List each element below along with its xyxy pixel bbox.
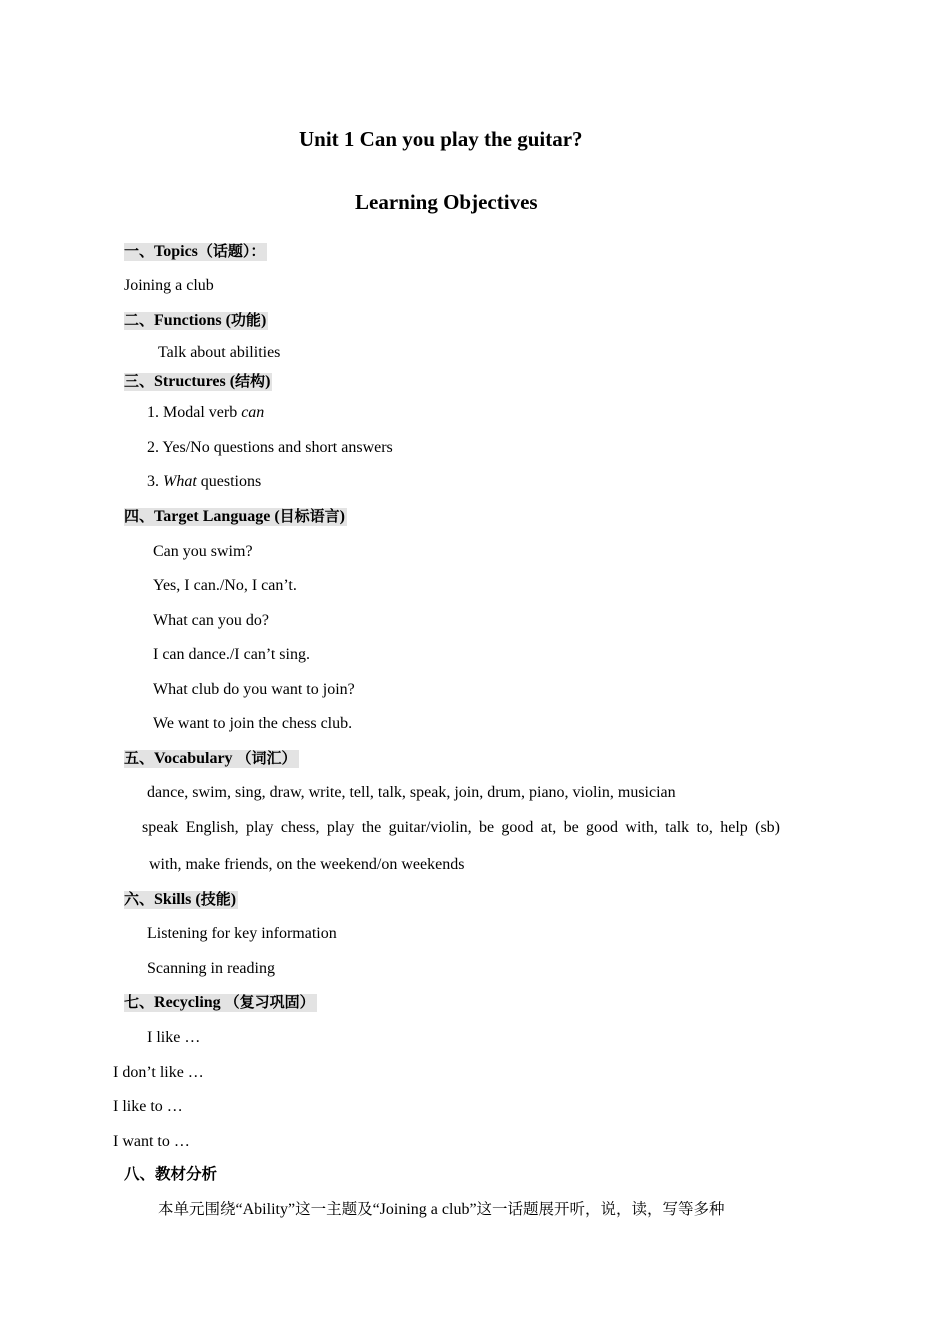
vocabulary-line-3: with, make friends, on the weekend/on weekends [149,856,465,873]
recycling-item: I like to … [113,1098,183,1115]
structures-item-1: 1. Modal verb can [147,404,265,421]
section-heading-structures: 三、Structures (结构) [124,372,271,390]
vocabulary-line-1: dance, swim, sing, draw, write, tell, talk, speak, join, drum, piano, violin, musician [147,784,676,801]
recycling-item: I like … [147,1029,201,1046]
analysis-paragraph: 本单元围绕“Ability”这一主题及“Joining a club”这一话题展开听，说，读，写等多种 [158,1200,725,1218]
structures-item-2: 2. Yes/No questions and short answers [147,439,393,456]
skills-item: Listening for key information [147,925,337,942]
section-heading-recycling: 七、Recycling （复习巩固） [124,993,315,1011]
structures-item-3: 3. What questions [147,473,262,490]
target-language-item: Yes, I can./No, I can’t. [153,577,297,594]
recycling-item: I want to … [113,1133,190,1150]
recycling-item: I don’t like … [113,1064,204,1081]
section-heading-vocabulary: 五、Vocabulary （词汇） [124,749,297,767]
section-heading-skills: 六、Skills (技能) [124,890,237,908]
vocabulary-line-2: speak English, play chess, play the guitar/violin, be good at, be good with, talk to, help (sb) [142,819,780,836]
section-heading-topics: 一、Topics（话题）： [124,242,266,260]
functions-item: Talk about abilities [158,344,281,361]
target-language-item: I can dance./I can’t sing. [153,646,310,663]
skills-item: Scanning in reading [147,960,275,977]
target-language-item: What can you do? [153,612,269,629]
document-subtitle: Learning Objectives [355,190,538,214]
target-language-item: Can you swim? [153,543,253,560]
target-language-item: What club do you want to join? [153,681,355,698]
section-heading-analysis: 八、教材分析 [124,1165,218,1183]
target-language-item: We want to join the chess club. [153,715,353,732]
topics-item: Joining a club [124,277,214,294]
document-title: Unit 1 Can you play the guitar? [299,127,583,151]
section-heading-functions: 二、Functions (功能) [124,311,267,329]
section-heading-target-language: 四、Target Language (目标语言) [124,507,345,525]
